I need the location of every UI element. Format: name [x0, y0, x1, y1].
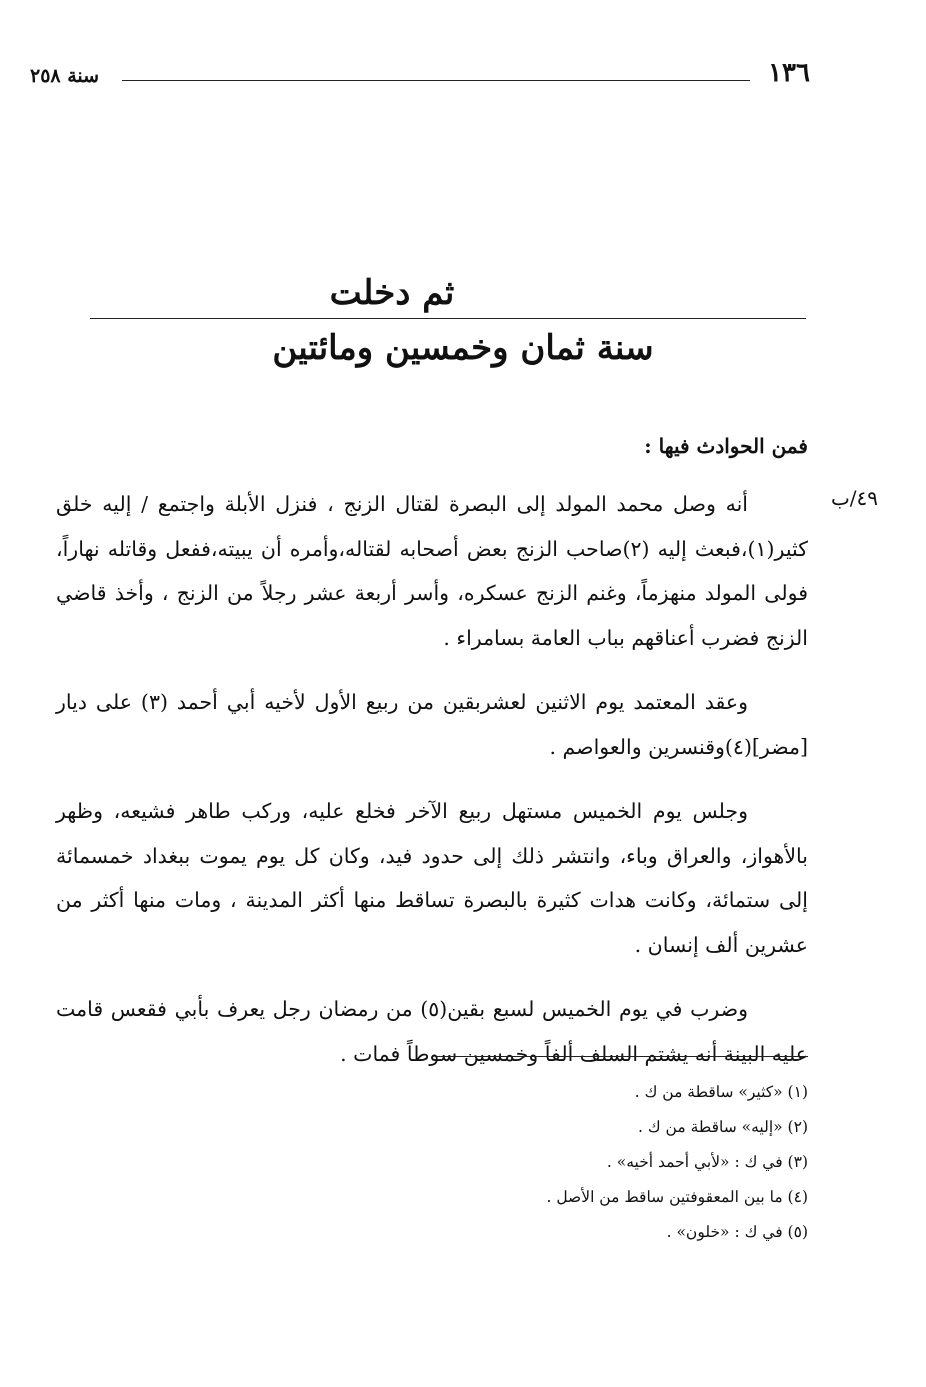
- page-number: ١٣٦: [768, 58, 810, 88]
- margin-folio-note: ٤٩/ب: [830, 486, 878, 510]
- year-label: سنة ٢٥٨: [30, 65, 100, 87]
- footnote: (٥) في ك : «خلون» .: [666, 1223, 808, 1241]
- paragraph: وجلس يوم الخميس مستهل ربيع الآخر فخلع عليه، وركب طاهر فشيعه، وظهر بالأهواز، والعراق وباء، وانتشر ذلك إلى حدود فيد، وكان كل يوم يموت ببغداد خمسمائة إلى ستمائة، وكانت هدات كثيرة بالبصرة تساقط منها أكثر المدينة ، ومات منها أكثر من عشرين ألف إنسان .: [56, 799, 808, 957]
- footnote: (٤) ما بين المعقوفتين ساقط من الأصل .: [546, 1188, 808, 1206]
- footnote: (١) «كثير» ساقطة من ك .: [634, 1083, 808, 1101]
- body-text: [56, 482, 808, 1096]
- title-line-2: سنة ثمان وخمسين ومائتين: [272, 328, 654, 368]
- chapter-title: [90, 270, 806, 377]
- paragraph: وعقد المعتمد يوم الاثنين لعشربقين من ربيع الأول لأخيه أبي أحمد (٣) على ديار [مضر](٤)وقنسرين والعواصم .: [56, 690, 808, 759]
- footnote: (٢) «إليه» ساقطة من ك .: [637, 1118, 808, 1136]
- footnote: (٣) في ك : «لأبي أحمد أخيه» .: [606, 1153, 808, 1171]
- paragraph: وضرب في يوم الخميس لسبع بقين(٥) من رمضان رجل يعرف بأبي فقعس قامت عليه البينة أنه يشتم السلف ألفاً وخمسين سوطاً فمات .: [56, 997, 808, 1066]
- title-line-1: ثم دخلت: [329, 273, 455, 313]
- footnotes: [308, 1075, 808, 1250]
- section-heading: فمن الحوادث فيها :: [644, 434, 808, 458]
- paragraph: أنه وصل محمد المولد إلى البصرة لقتال الزنج ، فنزل الأبلة واجتمع / إليه خلق كثير(١)،فبعث إليه (٢)صاحب الزنج بعض أصحابه لقتاله،وأمره أن يبيته،ففعل وقاتله نهاراً، فولى المولد منهزماً، وغنم الزنج عسكره، وأسر أربعة عشر رجلاً من الزنج ، وأخذ قاضي الزنج فضرب أعناقهم بباب العامة بسامراء .: [56, 492, 808, 650]
- running-header: [30, 58, 810, 92]
- header-rule: [122, 80, 750, 81]
- footnote-rule: [436, 1056, 808, 1057]
